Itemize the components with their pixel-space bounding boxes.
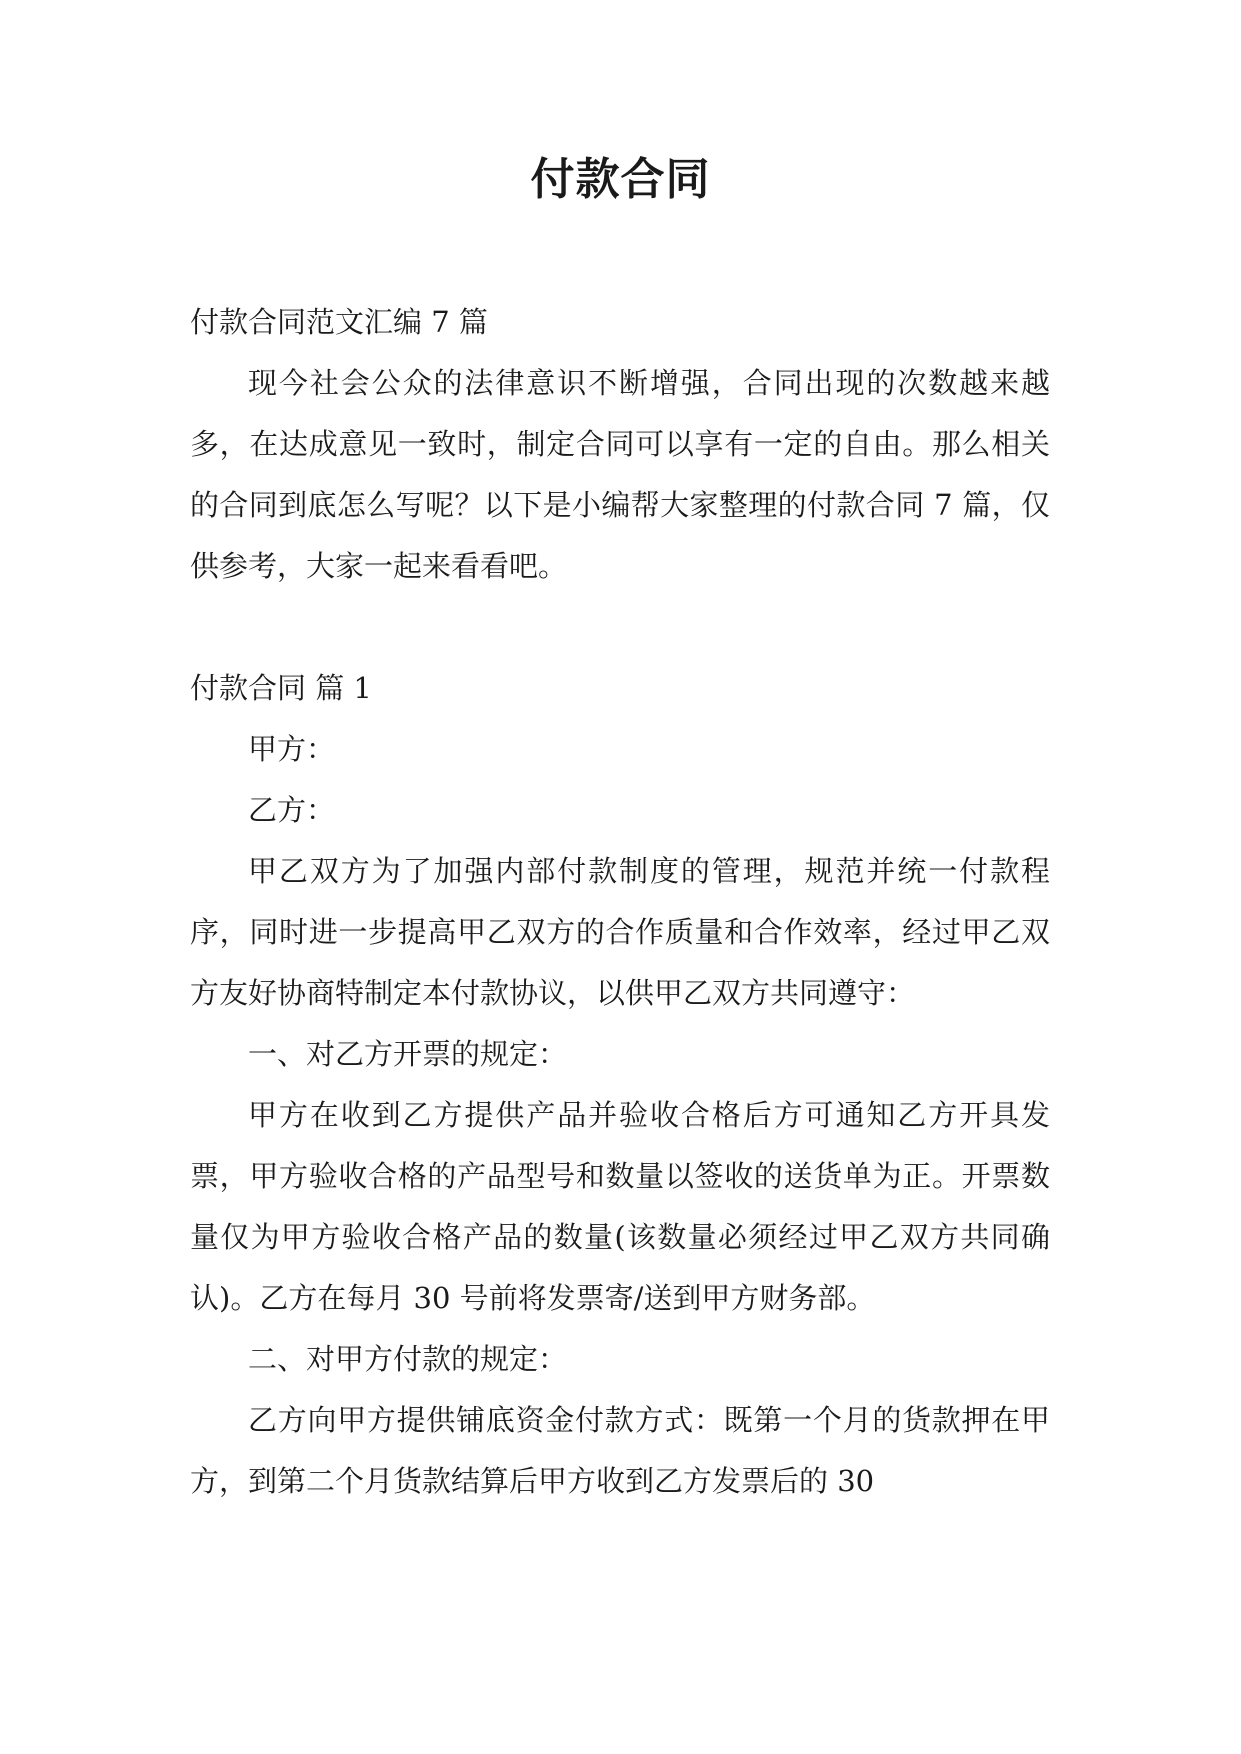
intro-paragraph: 现今社会公众的法律意识不断增强，合同出现的次数越来越多，在达成意见一致时，制定合同可以享有一定的自由。那么相关的合同到底怎么写呢？以下是小编帮大家整理的付款合同 7 篇，仅供参考，大家一起来看看吧。 [190, 366, 1050, 583]
section-2-heading: 二、对甲方付款的规定： [248, 1342, 568, 1376]
collection-heading: 付款合同范文汇编 7 篇 [190, 305, 488, 339]
section-1-paragraph: 甲方在收到乙方提供产品并验收合格后方可通知乙方开具发票，甲方验收合格的产品型号和数量以签收的送货单为正。开票数量仅为甲方验收合格产品的数量(该数量必须经过甲乙双方共同确认)。乙方在每月 30 号前将发票寄/送到甲方财务部。 [190, 1098, 1050, 1315]
document-title: 付款合同 [530, 154, 711, 205]
section-2-paragraph: 乙方向甲方提供铺底资金付款方式：既第一个月的货款押在甲方，到第二个月货款结算后甲方收到乙方发票后的 30 [190, 1403, 1050, 1498]
party-b-line: 乙方： [248, 793, 336, 827]
preamble-paragraph: 甲乙双方为了加强内部付款制度的管理，规范并统一付款程序，同时进一步提高甲乙双方的合作质量和合作效率，经过甲乙双方友好协商特制定本付款协议，以供甲乙双方共同遵守： [190, 854, 1050, 1010]
section-1-heading: 一、对乙方开票的规定： [248, 1037, 568, 1071]
article-heading: 付款合同 篇 1 [190, 671, 372, 705]
party-a-line: 甲方： [248, 732, 336, 766]
document-body [190, 292, 1050, 1512]
